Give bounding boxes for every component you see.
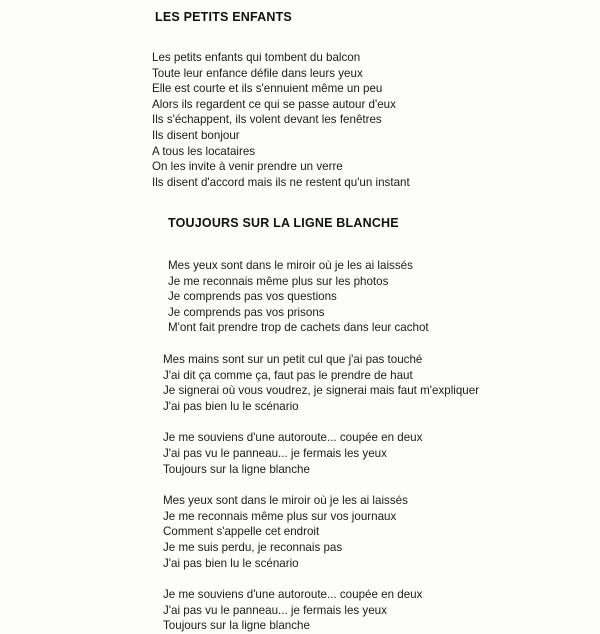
stanza (168, 258, 479, 336)
lyric-line: Ils disent bonjour (152, 128, 240, 142)
lyric-line: Je me suis perdu, je reconnais pas (163, 540, 343, 554)
lyric-line: Mes mains sont sur un petit cul que j'ai pas touché (163, 352, 423, 366)
stanza (152, 50, 410, 190)
lyric-line: Toute leur enfance défile dans leurs yeux (152, 66, 363, 80)
stanza (163, 493, 479, 571)
lyric-line: Je comprends pas vos questions (168, 290, 337, 304)
song-les-petits-enfants (152, 10, 410, 190)
lyric-line: Mes yeux sont dans le miroir où je les ai laissés (168, 259, 413, 272)
lyric-line: Elle est courte et ils s'ennuient même un peu (152, 82, 383, 96)
lyric-line: Je me souviens d'une autoroute... coupée en deux (163, 431, 423, 445)
lyric-line: J'ai pas vu le panneau... je fermais les yeux (163, 603, 387, 617)
lyric-line: J'ai pas vu le panneau... je fermais les yeux (163, 446, 387, 460)
lyric-line: Toujours sur la ligne blanche (163, 462, 310, 476)
lyric-line: On les invite à venir prendre un verre (152, 160, 343, 174)
lyric-line: Je comprends pas vos prisons (168, 305, 325, 319)
stanza (163, 430, 479, 477)
lyric-line: Je me reconnais même plus sur vos journaux (163, 509, 397, 523)
lyric-line: Alors ils regardent ce qui se passe autour d'eux (152, 97, 396, 111)
song-toujours-sur-la-ligne-blanche (163, 216, 480, 634)
lyric-line: Je signerai où vous voudrez, je signerai mais faut m'expliquer (163, 384, 480, 398)
lyric-line: M'ont fait prendre trop de cachets dans leur cachot (168, 321, 429, 335)
stanza (163, 352, 479, 414)
lyric-line: Comment s'appelle cet endroit (163, 525, 320, 539)
song-title: LES PETITS ENFANTS (155, 10, 292, 24)
lyric-line: Ils s'échappent, ils volent devant les fenêtres (152, 113, 382, 127)
lyric-line: Les petits enfants qui tombent du balcon (152, 51, 361, 64)
lyric-line: A tous les locataires (152, 144, 256, 158)
song-title: TOUJOURS SUR LA LIGNE BLANCHE (168, 216, 399, 230)
lyric-line: Ils disent d'accord mais ils ne restent qu'un instant (152, 175, 410, 189)
stanza (163, 587, 479, 634)
lyric-line: Mes yeux sont dans le miroir où je les ai laissés (163, 494, 408, 508)
lyric-line: J'ai pas bien lu le scénario (163, 399, 299, 413)
lyric-line: Je me souviens d'une autoroute... coupée en deux (163, 588, 423, 602)
lyric-line: Toujours sur la ligne blanche (163, 619, 310, 633)
lyric-line: Je me reconnais même plus sur les photos (168, 274, 389, 288)
lyric-line: J'ai pas bien lu le scénario (163, 556, 299, 570)
lyric-line: J'ai dit ça comme ça, faut pas le prendre de haut (163, 368, 413, 382)
